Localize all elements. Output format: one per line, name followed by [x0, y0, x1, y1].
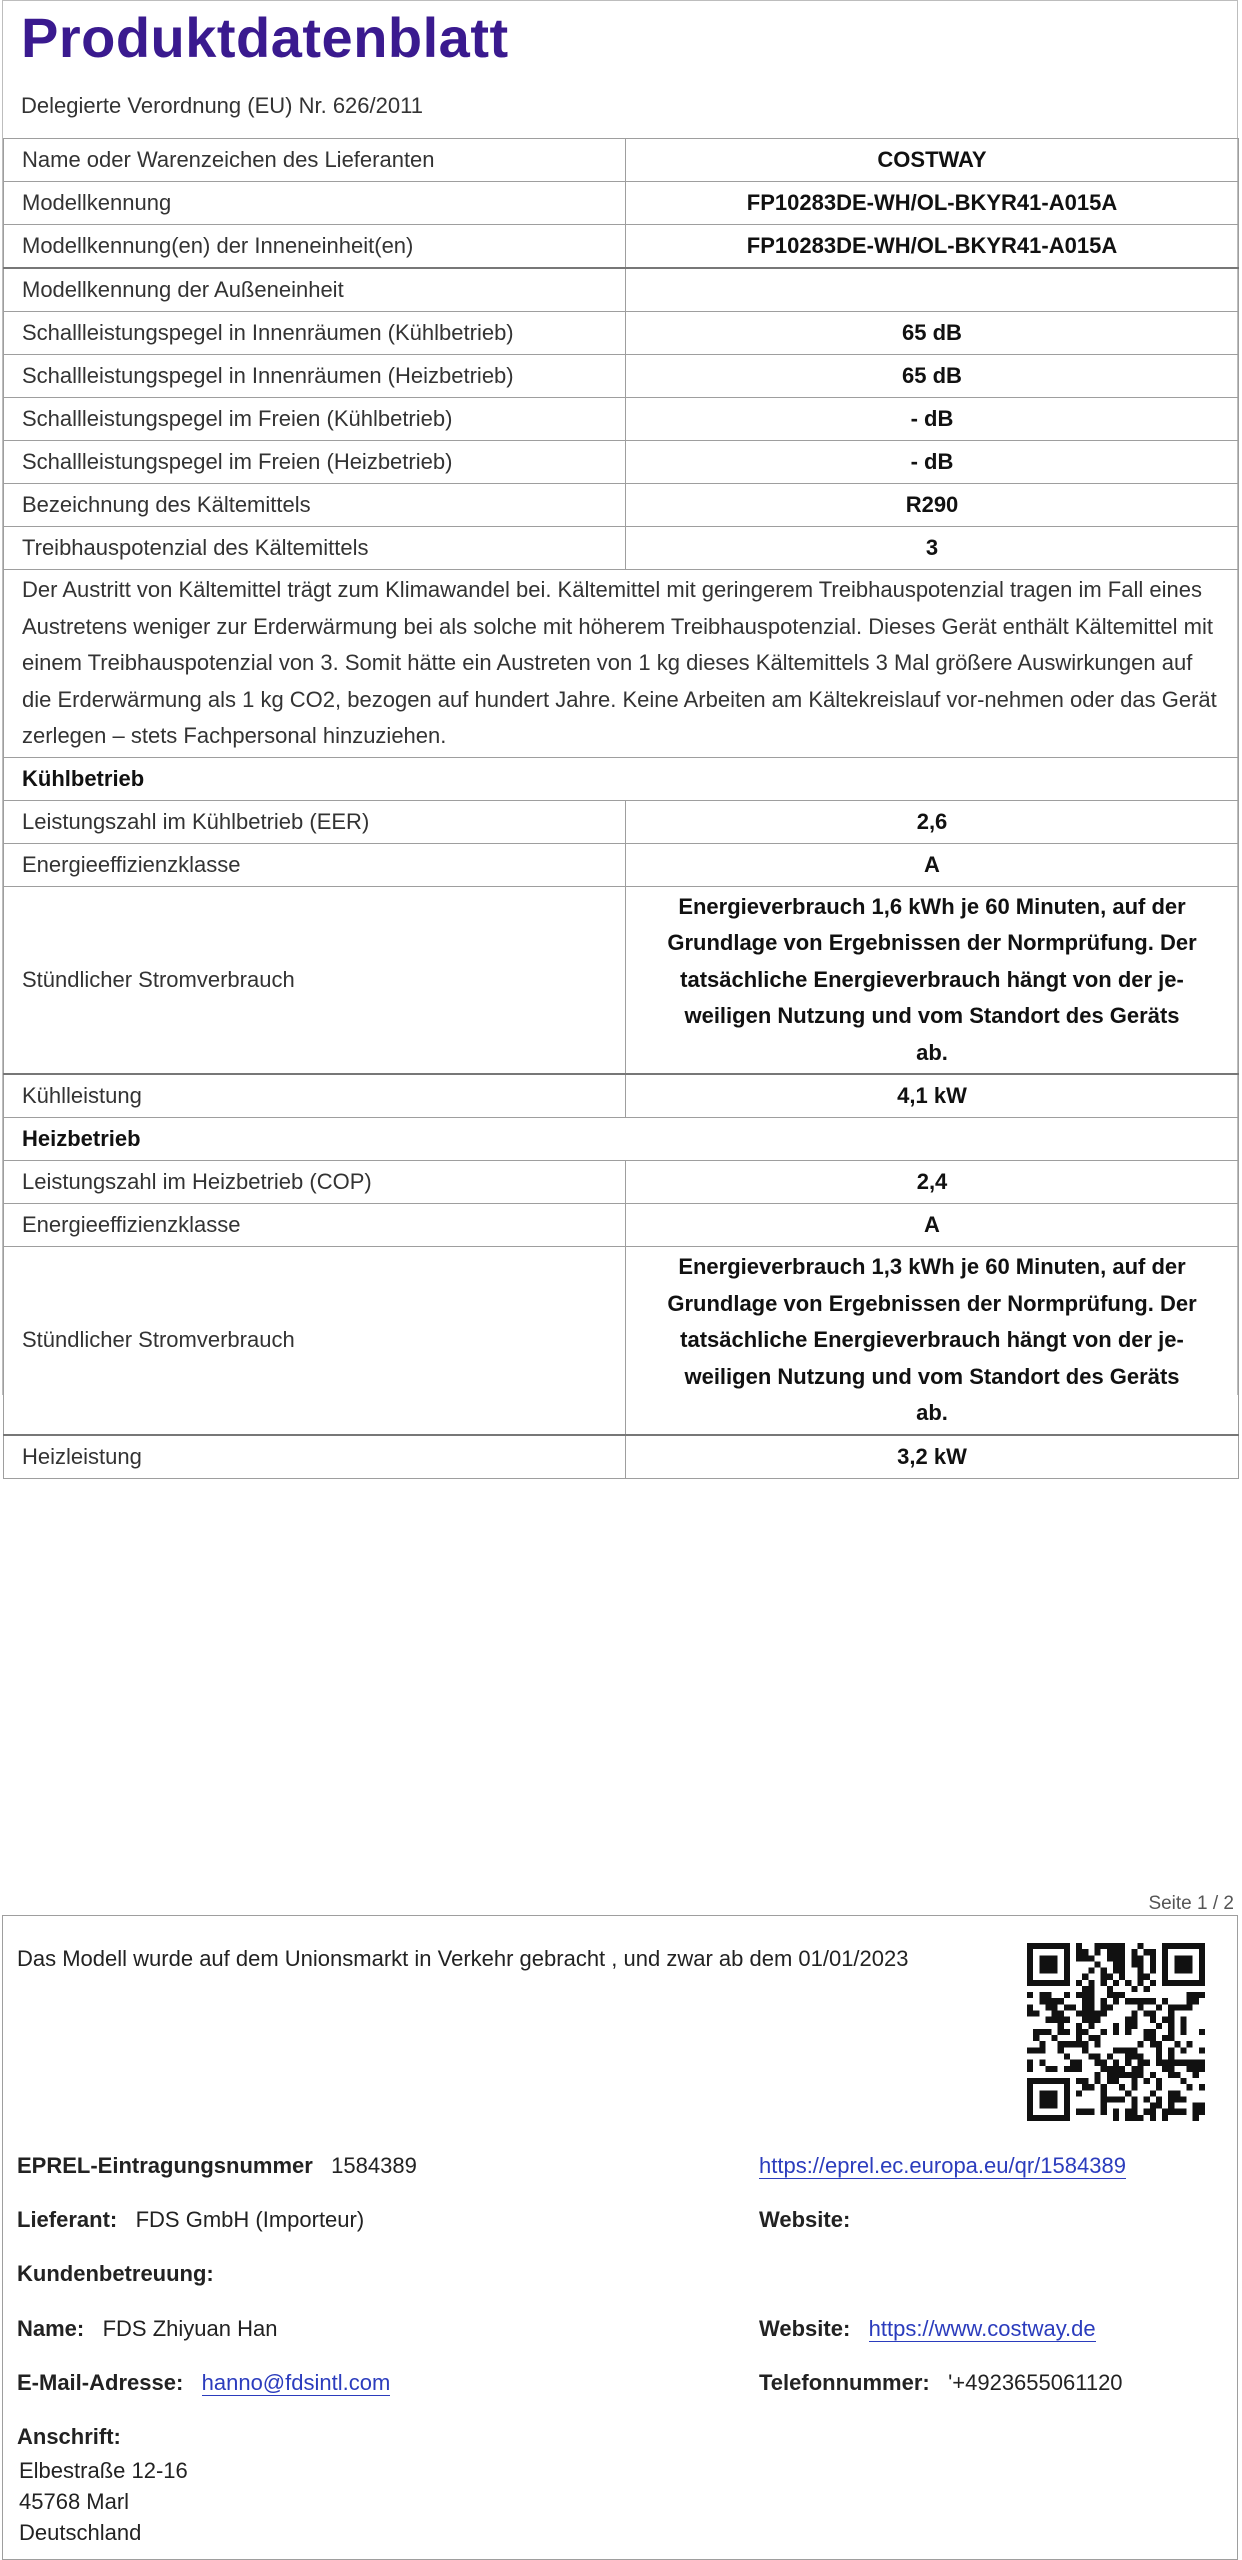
email-link[interactable]: hanno@fdsintl.com [201, 2370, 391, 2395]
row-label: Leistungszahl im Kühlbetrieb (EER) [4, 800, 626, 843]
row-value: 65 dB [626, 355, 1239, 398]
website-link[interactable]: https://www.costway.de [868, 2316, 1096, 2341]
row-value [626, 268, 1239, 312]
eprel-label: EPREL-Eintragungsnummer [17, 2153, 313, 2178]
supplier-website-entry [759, 2207, 850, 2233]
address-line: Elbestraße 12-16 [19, 2458, 188, 2483]
row-value: FP10283DE-WH/OL-BKYR41-A015A [626, 182, 1239, 225]
eprel-entry [17, 2153, 417, 2179]
row-value: - dB [626, 441, 1239, 484]
supplier-entry [17, 2207, 364, 2233]
section-row [4, 757, 1239, 800]
support-label: Kundenbetreuung: [17, 2261, 214, 2286]
eprel-value: 1584389 [331, 2153, 417, 2178]
row-value: - dB [626, 398, 1239, 441]
address-block [19, 2455, 188, 2548]
table-row [4, 1161, 1239, 1204]
supplier-label: Lieferant: [17, 2207, 118, 2232]
row-label: Modellkennung [4, 182, 626, 225]
table-row [4, 886, 1239, 1074]
row-label: Modellkennung(en) der Inneneinheit(en) [4, 225, 626, 269]
row-value: 65 dB [626, 312, 1239, 355]
table-row [4, 1204, 1239, 1247]
row-label: Energieeffizienzklasse [4, 843, 626, 886]
row-label: Stündlicher Stromverbrauch [4, 886, 626, 1074]
row-label: Schallleistungspegel im Freien (Kühlbetrieb) [4, 398, 626, 441]
table-row [4, 527, 1239, 570]
qr-code-icon [1027, 1943, 1205, 2121]
market-date-text: Das Modell wurde auf dem Unionsmarkt in Verkehr gebracht , und zwar ab dem 01/01/2023 [17, 1946, 909, 1971]
table-row [4, 398, 1239, 441]
table-row [4, 182, 1239, 225]
row-label: Leistungszahl im Heizbetrieb (COP) [4, 1161, 626, 1204]
row-value: FP10283DE-WH/OL-BKYR41-A015A [626, 225, 1239, 269]
table-row [4, 800, 1239, 843]
table-row [4, 355, 1239, 398]
page-title: Produktdatenblatt [21, 6, 509, 69]
website2-label: Website: [759, 2316, 851, 2341]
row-label: Schallleistungspegel in Innenräumen (Kühlbetrieb) [4, 312, 626, 355]
phone-entry [759, 2370, 1123, 2396]
table-row [4, 570, 1239, 758]
table-row [4, 268, 1239, 312]
row-value: COSTWAY [626, 139, 1239, 182]
table-row [4, 312, 1239, 355]
row-label: Energieeffizienzklasse [4, 1204, 626, 1247]
row-label: Modellkennung der Außeneinheit [4, 268, 626, 312]
address-line: 45768 Marl [19, 2489, 130, 2514]
table-row [4, 139, 1239, 182]
datasheet-page-1 [2, 0, 1238, 1469]
table-row [4, 1074, 1239, 1118]
datasheet-page-2 [2, 1915, 1238, 2560]
row-label: Schallleistungspegel in Innenräumen (Heizbetrieb) [4, 355, 626, 398]
supplier-value: FDS GmbH (Importeur) [135, 2207, 365, 2232]
contact-name-entry [17, 2316, 277, 2342]
table-row [4, 225, 1239, 269]
row-value: 3,2 kW [626, 1435, 1239, 1479]
email-label: E-Mail-Adresse: [17, 2370, 184, 2395]
customer-support-heading [17, 2261, 214, 2287]
heating-heading: Heizbetrieb [4, 1118, 1239, 1161]
page-number: Seite 1 / 2 [1148, 1893, 1234, 1914]
table-row [4, 843, 1239, 886]
row-value: Energieverbrauch 1,6 kWh je 60 Minuten, auf der Grundlage von Ergebnissen der Normprüfung. Der tatsächliche Energieverbrauch hängt von der je-weiligen Nutzung und vom Standort des Geräts ab. [626, 886, 1239, 1074]
section-row [4, 1118, 1239, 1161]
address-line: Deutschland [19, 2520, 142, 2545]
row-value: 4,1 kW [626, 1074, 1239, 1118]
row-label: Bezeichnung des Kältemittels [4, 484, 626, 527]
phone-value: '+4923655061120 [948, 2370, 1123, 2395]
row-value: 3 [626, 527, 1239, 570]
row-value: 2,6 [626, 800, 1239, 843]
eprel-link-wrap [759, 2153, 1126, 2179]
email-entry [17, 2370, 390, 2396]
regulation-reference: Delegierte Verordnung (EU) Nr. 626/2011 [21, 93, 423, 118]
name-label: Name: [17, 2316, 85, 2341]
row-label: Name oder Warenzeichen des Lieferanten [4, 139, 626, 182]
phone-label: Telefonnummer: [759, 2370, 930, 2395]
row-value: 2,4 [626, 1161, 1239, 1204]
address-heading [17, 2424, 121, 2450]
row-label: Schallleistungspegel im Freien (Heizbetrieb) [4, 441, 626, 484]
website-label: Website: [759, 2207, 851, 2232]
row-label: Treibhauspotenzial des Kältemittels [4, 527, 626, 570]
table-row [4, 441, 1239, 484]
contact-website-entry [759, 2316, 1096, 2342]
row-value: A [626, 1204, 1239, 1247]
table-row [4, 1247, 1239, 1435]
cooling-heading: Kühlbetrieb [4, 757, 1239, 800]
row-value: Energieverbrauch 1,3 kWh je 60 Minuten, auf der Grundlage von Ergebnissen der Normprüfung. Der tatsächliche Energieverbrauch hängt von der je-weiligen Nutzung und vom Standort des Geräts ab. [626, 1247, 1239, 1435]
refrigerant-note: Der Austritt von Kältemittel trägt zum Klimawandel bei. Kältemittel mit geringerem Treibhauspotenzial tragen im Fall eines Austretens weniger zur Erderwärmung bei als solche mit höherem Treibhauspotenzial. Dieses Gerät enthält Kältemittel mit einem Treibhauspotenzial von 3. Somit hätte ein Austreten von 1 kg dieses Kältemittels 3 Mal größere Auswirkungen auf die Erderwärmung als 1 kg CO2, bezogen auf hundert Jahre. Keine Arbeiten am Kältekreislauf vor-nehmen oder das Gerät zerlegen – stets Fachpersonal hinzuziehen. [4, 570, 1239, 758]
table-row [4, 484, 1239, 527]
name-value: FDS Zhiyuan Han [102, 2316, 278, 2341]
row-value: R290 [626, 484, 1239, 527]
row-value: A [626, 843, 1239, 886]
row-label: Stündlicher Stromverbrauch [4, 1247, 626, 1435]
table-row [4, 1435, 1239, 1479]
row-label: Kühlleistung [4, 1074, 626, 1118]
eprel-link[interactable]: https://eprel.ec.europa.eu/qr/1584389 [759, 2153, 1126, 2178]
row-label: Heizleistung [4, 1435, 626, 1479]
address-label: Anschrift: [17, 2424, 121, 2449]
product-data-table [3, 138, 1239, 1479]
